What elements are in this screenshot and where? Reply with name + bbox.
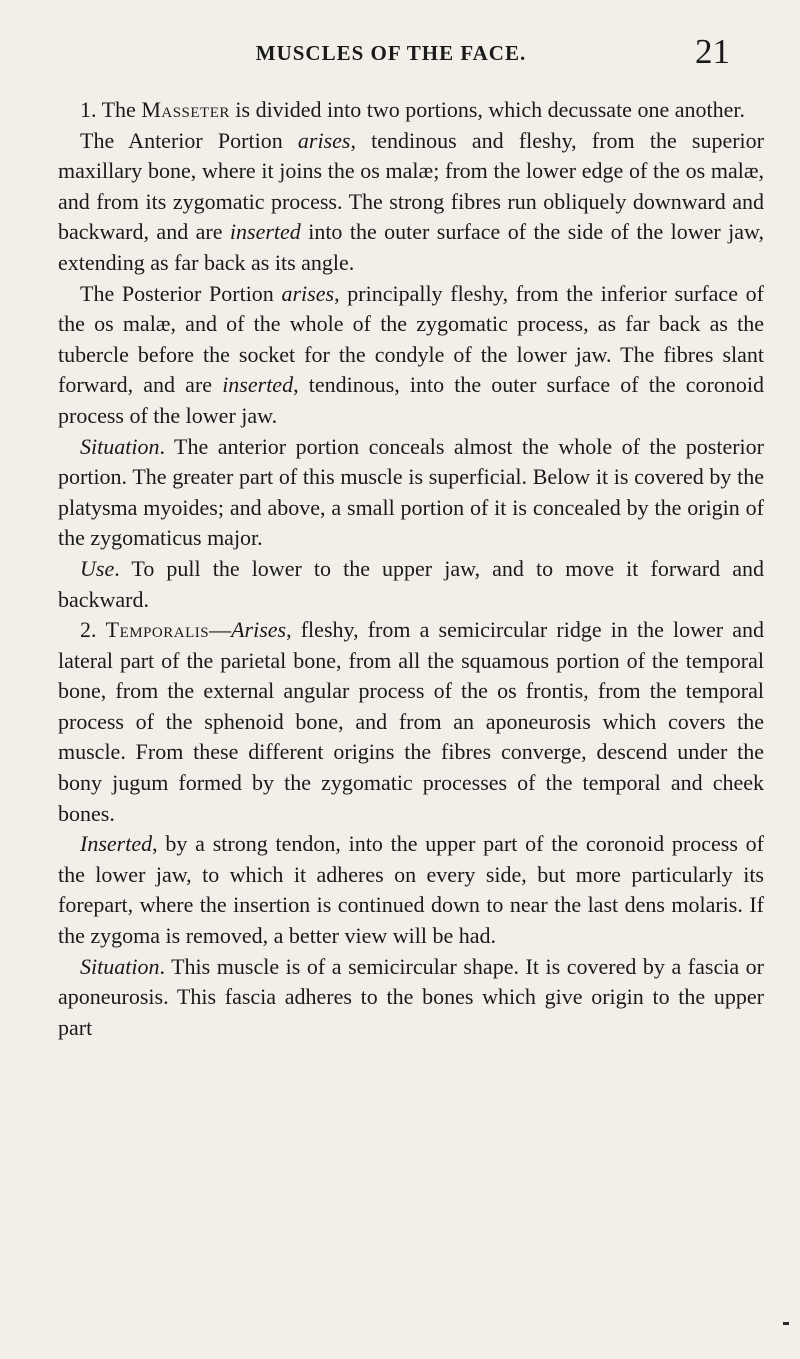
- text-run: Inserted: [80, 831, 153, 857]
- text-run: Temporalis: [105, 617, 210, 643]
- text-run: , principally fleshy, from the inferior surface of the os malæ, and of the whole of the zygomatic process, as far back as the tubercle before the socket for the condyle of the lower jaw. The fibres slant forward, and are: [58, 280, 764, 398]
- edge-mark: [783, 1322, 789, 1325]
- body-text: [58, 95, 764, 1043]
- text-run: 1. The: [80, 97, 142, 122]
- text-run: . This muscle is of a semicircular shape. It is covered by a fascia or aponeurosis. This fascia adheres to the bones which give origin to the upper part: [58, 953, 764, 1040]
- text-run: , by a strong tendon, into the upper part of the coronoid process of the lower jaw, to which it adheres on every side, but more particularly its forepart, where the insertion is continued down to near the last dens molaris. If the zygoma is removed, a better view will be had.: [58, 831, 764, 949]
- text-run: —: [209, 617, 232, 643]
- text-run: Arises: [231, 617, 287, 643]
- text-run: The Anterior Portion: [80, 127, 298, 153]
- text-run: inserted: [229, 219, 301, 245]
- text-run: , tendinous and fleshy, from the superior maxillary bone, where it joins the os malæ; from the lower edge of the os malæ, and from its zygomatic process. The strong fibres run obliquely downward and backward, and are: [58, 127, 764, 245]
- text-run: is divided into two portions, which decussate one another.: [229, 97, 745, 122]
- running-head: [52, 32, 730, 71]
- text-run: 2.: [80, 617, 106, 643]
- text-run: arises: [281, 280, 335, 306]
- paragraph-temporalis-origin: [58, 615, 764, 829]
- paragraph-temporalis-situation: [58, 952, 764, 1044]
- paragraph-anterior-portion: [58, 126, 764, 279]
- text-run: Masseter: [141, 97, 230, 122]
- paragraph-posterior-portion: [58, 279, 764, 432]
- text-run: arises: [297, 127, 351, 153]
- text-run: The Posterior Portion: [80, 280, 282, 306]
- text-run: , tendinous, into the outer surface of the coronoid process of the lower jaw.: [58, 372, 764, 428]
- text-run: . The anterior portion conceals almost the whole of the posterior portion. The greater part of this muscle is superficial. Below it is covered by the platysma myoides; and above, a small portion of it is concealed by the origin of the zygomaticus major.: [58, 433, 764, 551]
- text-run: into the outer surface of the side of the lower jaw, extending as far back as its angle.: [58, 219, 764, 275]
- paragraph-temporalis-insertion: [58, 829, 764, 951]
- page-number: 21: [695, 32, 730, 71]
- paragraph-masseter-situation: [58, 432, 764, 554]
- text-run: , fleshy, from a semicircular ridge in the lower and lateral part of the parietal bone, from all the squamous portion of the temporal bone, from the external angular process of the os frontis, from the temporal process of the sphenoid bone, and from an aponeurosis which covers the muscle. From these different origins the fibres converge, descend under the bony jugum formed by the zygomatic processes of the temporal and cheek bones.: [58, 617, 764, 826]
- paragraph-masseter-use: [58, 554, 764, 615]
- text-run: Use: [80, 555, 115, 581]
- text-run: inserted: [222, 372, 294, 398]
- text-run: Situation: [80, 433, 160, 459]
- text-run: . To pull the lower to the upper jaw, and to move it forward and backward.: [58, 555, 764, 612]
- text-run: Situation: [80, 953, 160, 979]
- paragraph-masseter-intro: [58, 95, 764, 126]
- running-title: MUSCLES OF THE FACE.: [255, 41, 527, 65]
